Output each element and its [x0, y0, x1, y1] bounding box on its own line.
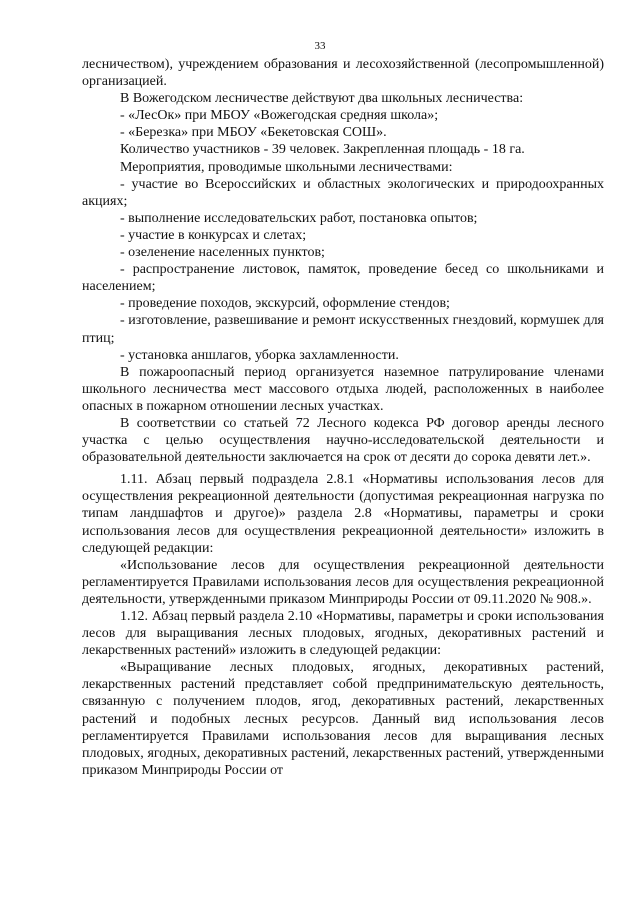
paragraph-activities-intro: Мероприятия, проводимые школьными лесничествами: [120, 159, 453, 175]
paragraph-cultivation-quote: «Выращивание лесных плодовых, ягодных, декоративных растений, лекарственных растений представляет собой предпринимательскую деятельность, связанную с получением плодов, ягод, декоративных растений, лекарственных растений и подобных лесных ресурсов. Данный вид использования лесов регламентируется Правилами использования лесов для выращивания лесных плодовых, ягодных, декоративных растений, лекарственных растений, утвержденными приказом Минприроды России от [82, 660, 604, 778]
list-item-contests: - участие в конкурсах и слетах; [120, 227, 307, 243]
document-body [82, 56, 604, 779]
list-item-lesok: - «ЛесОк» при МБОУ «Вожегодская средняя школа»; [120, 108, 439, 124]
list-item-greening: - озеленение населенных пунктов; [120, 245, 325, 261]
paragraph-lease-agreement: В соответствии со статьей 72 Лесного кодекса РФ договор аренды лесного участка с целью осуществления научно-исследовательской деятельности и образовательной деятельности заключается на срок от десяти до сорока девяти лет.». [82, 415, 604, 466]
paragraph-1-11: 1.11. Абзац первый подраздела 2.8.1 «Нормативы использования лесов для осуществления рекреационной деятельности (допустимая рекреационная нагрузка по типам ландшафтов и другое)» раздела 2.8 «Нормативы, параметры и сроки использования лесов для осуществления рекреационной деятельности» изложить в следующей редакции: [82, 472, 604, 556]
list-item-nesting-boxes: - изготовление, развешивание и ремонт искусственных гнездовий, кормушек для птиц; [82, 313, 604, 346]
paragraph-participants: Количество участников - 39 человек. Закрепленная площадь - 18 га. [120, 142, 525, 158]
paragraph-school-forestries-intro: В Вожегодском лесничестве действуют два школьных лесничества: [120, 91, 524, 107]
paragraph-fire-patrol: В пожароопасный период организуется наземное патрулирование членами школьного лесничества мест массового отдыха людей, расположенных в наиболее опасных в пожарном отношении лесных участках. [82, 364, 604, 414]
list-item-research: - выполнение исследовательских работ, постановка опытов; [120, 210, 478, 226]
list-item-actions: - участие во Всероссийских и областных экологических и природоохранных акциях; [82, 176, 604, 209]
paragraph-continuation: лесничеством), учреждением образования и лесохозяйственной (лесопромышленной) организацией. [82, 57, 604, 90]
list-item-berezka: - «Березка» при МБОУ «Бекетовская СОШ». [120, 125, 387, 141]
list-item-leaflets: - распространение листовок, памяток, проведение бесед со школьниками и населением; [82, 262, 604, 295]
paragraph-1-12: 1.12. Абзац первый раздела 2.10 «Нормативы, параметры и сроки использования лесов для выращивания лесных плодовых, ягодных, декоративных растений и лекарственных растений» изложить в следующей редакции: [82, 609, 604, 659]
paragraph-recreational-quote: «Использование лесов для осуществления рекреационной деятельности регламентируется Правилами использования лесов для осуществления рекреационной деятельности, утвержденными приказом Минприроды России от 09.11.2020 № 908.». [82, 557, 604, 607]
page-number: 33 [314, 40, 326, 52]
list-item-excursions: - проведение походов, экскурсий, оформление стендов; [120, 296, 450, 312]
list-item-signs: - установка аншлагов, уборка захламленности. [120, 347, 399, 363]
